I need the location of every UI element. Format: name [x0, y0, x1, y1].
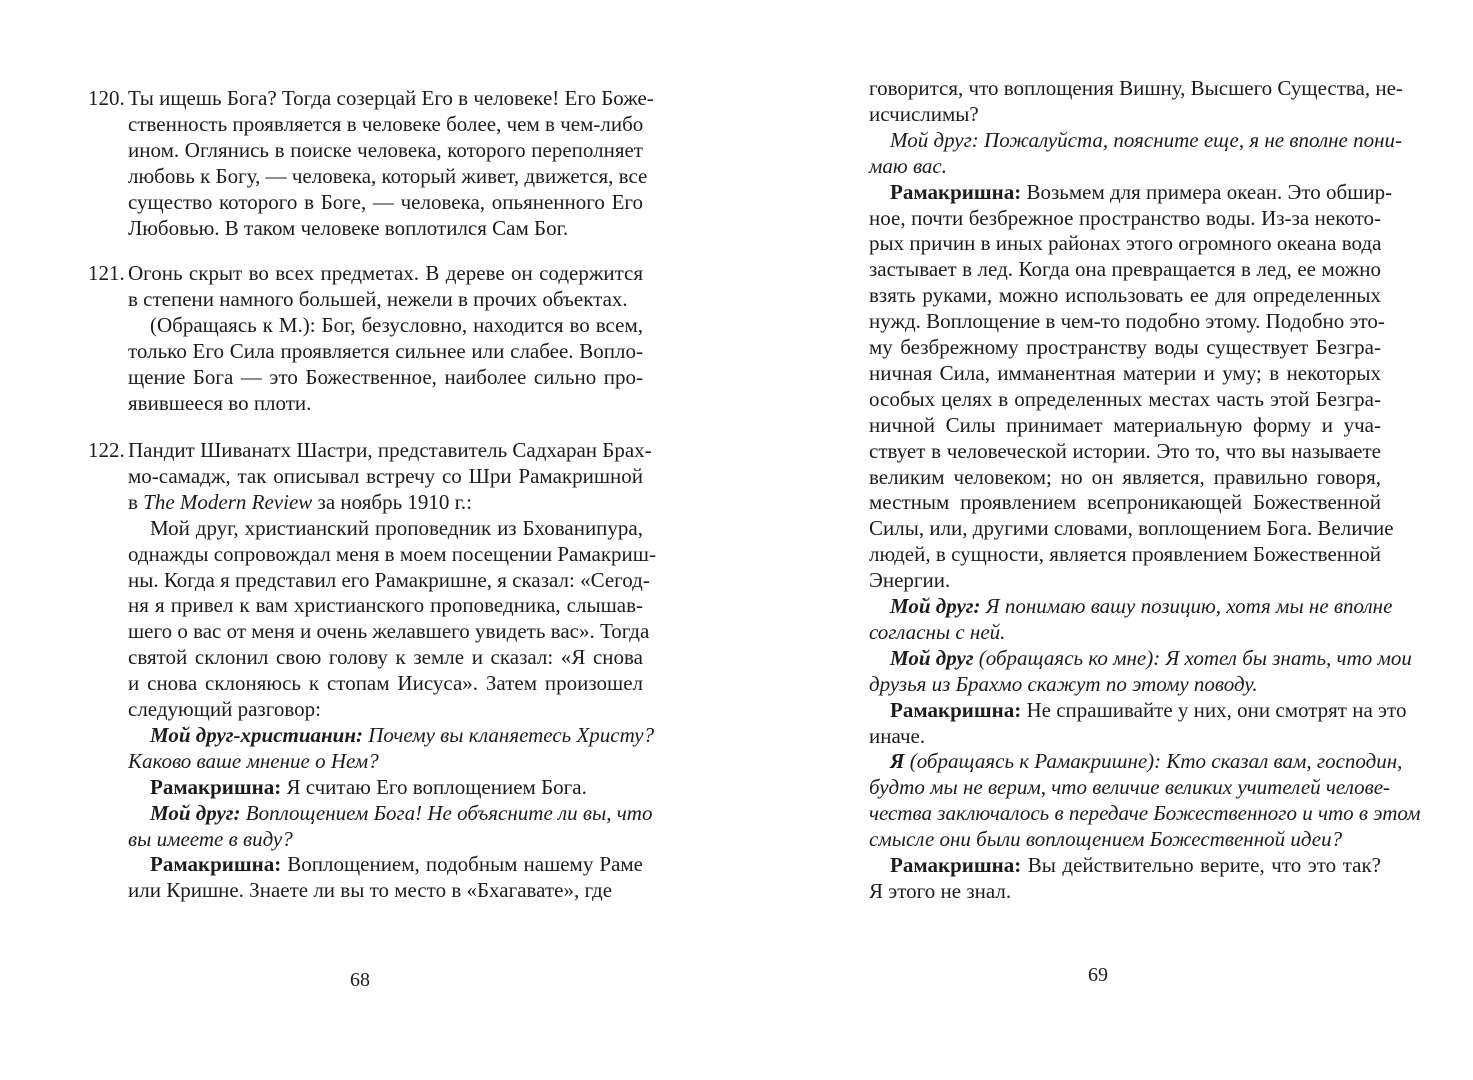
text-line — [869, 489, 1381, 515]
text-line — [869, 360, 1381, 386]
text-run: ня я привел к вам христианского проповедника, слышав- — [128, 593, 643, 618]
text-run: людей, в сущности, является проявлением Божественной — [869, 542, 1381, 567]
text-run: ственность проявляется в человеке более, чем в чем-либо — [128, 111, 644, 136]
text-run: за ноябрь 1910 г.: — [312, 489, 473, 514]
left-page — [0, 0, 736, 1080]
right-page — [736, 0, 1473, 1080]
page-number: 69 — [1088, 964, 1108, 986]
text-run: Огонь скрыт во всех предметах. В дереве он содержится — [128, 261, 643, 285]
text-line — [128, 489, 643, 515]
text-line — [128, 541, 656, 567]
text-line — [128, 696, 643, 722]
text-run: существо которого в Боге, — человека, опьяненного Его — [128, 189, 643, 214]
text-line — [128, 163, 648, 189]
speaker-label: Мой друг — [890, 645, 974, 670]
text-line — [869, 205, 1381, 231]
text-run: нужд. Воплощение в чем-то подобно этому. Подобно это- — [869, 309, 1385, 334]
text-run: особых целях в определенных местах часть этой Безгра- — [869, 386, 1381, 411]
text-run: Ты ищешь Бога? Тогда созерцай Его в человеке! Его Боже- — [128, 86, 654, 110]
speaker-label: Рамакришна: — [890, 853, 1022, 877]
text-line — [890, 697, 1407, 723]
text-run: Воплощением Бога! Не объясните ли вы, что — [240, 800, 653, 825]
paragraph-number: 121. — [88, 261, 125, 285]
text-line — [128, 670, 643, 696]
text-run: щение Бога — это Божественное, наиболее сильно про- — [128, 364, 643, 389]
text-run: вы имеете в виду? — [128, 826, 293, 851]
text-line — [869, 671, 1381, 697]
page-number: 68 — [350, 969, 370, 991]
text-line — [128, 644, 643, 670]
text-run: друзья из Брахмо скажут по этому поводу. — [869, 671, 1258, 696]
text-run: Вы действительно верите, что это так? — [1021, 853, 1381, 877]
text-line — [869, 541, 1381, 567]
text-line — [150, 800, 653, 826]
text-line — [128, 592, 643, 618]
text-line — [128, 826, 643, 852]
text-line — [869, 774, 1391, 800]
text-run: Я считаю Его воплощением Бога. — [281, 774, 587, 799]
text-line — [869, 386, 1381, 412]
text-line — [150, 722, 655, 748]
text-run: или Кришне. Знаете ли вы то место в «Бхагавате», где — [128, 878, 613, 903]
text-line — [128, 189, 643, 215]
text-line — [869, 101, 1381, 127]
text-line — [150, 515, 643, 541]
text-line — [869, 438, 1381, 464]
text-run: шего о вас от меня и очень желавшего увидеть вас». Тогда — [128, 619, 650, 644]
text-line — [890, 593, 1393, 619]
text-line — [869, 308, 1385, 334]
text-line — [869, 464, 1381, 490]
text-line — [128, 215, 643, 241]
text-run: Почему вы кланяетесь Христу? — [363, 722, 655, 747]
text-line — [128, 877, 643, 903]
text-run: застывает в лед. Когда она превращается в лед, ее можно — [869, 257, 1381, 282]
text-line — [128, 364, 643, 390]
speaker-label: Я — [890, 749, 905, 774]
text-run: ничной Силы принимает материальную форму и уча- — [869, 412, 1381, 437]
text-line — [128, 748, 643, 774]
text-run: Мой друг: Пожалуйста, поясните еще, я не вполне пони- — [890, 127, 1403, 152]
text-line — [128, 111, 643, 137]
text-run: ствует в человеческой истории. Это то, что вы называете — [869, 438, 1381, 463]
text-run: Энергии. — [869, 568, 951, 593]
text-line — [128, 338, 643, 364]
text-run: мо-самадж, так описывал встречу со Шри Рамакришной — [128, 463, 643, 488]
speaker-label: Рамакришна: — [890, 179, 1022, 204]
text-run: ничная Сила, имманентная материи и уму; в некоторых — [869, 360, 1381, 385]
text-line — [128, 437, 652, 463]
text-run: ны. Когда я представил его Рамакришне, я сказал: «Сегод- — [128, 567, 650, 592]
text-line — [890, 748, 1403, 774]
text-line — [869, 723, 1381, 749]
text-line — [128, 567, 650, 593]
speaker-label: Мой друг-христианин: — [150, 722, 364, 747]
text-line — [128, 286, 643, 312]
text-run: в степени намного большей, нежели в прочих объектах. — [128, 286, 628, 311]
speaker-label: Мой друг: — [890, 594, 981, 618]
text-line — [128, 463, 643, 489]
text-line — [869, 826, 1381, 852]
text-run: явившееся во плоти. — [128, 390, 312, 415]
text-run: и снова склоняюсь к стопам Иисуса». Затем произошел — [128, 671, 643, 696]
text-run: Я понимаю вашу позицию, хотя мы не вполне — [980, 594, 1393, 618]
text-run: любовь к Богу, — человека, который живет, движется, все — [128, 163, 648, 188]
text-run: Силы, или, другими словами, воплощением Бога. Величие — [869, 516, 1394, 541]
speaker-label: Рамакришна: — [890, 697, 1022, 722]
text-run: местным проявлением всепроникающей Божественной — [869, 490, 1381, 515]
text-line — [869, 334, 1381, 360]
text-run: рых причин в иных районах этого огромного океана вода — [869, 231, 1382, 256]
text-line — [869, 619, 1381, 645]
text-run: Не спрашивайте у них, они смотрят на это — [1021, 697, 1407, 722]
text-run: в — [128, 489, 144, 514]
text-run: The Modern Review — [143, 489, 313, 514]
text-run: Любовью. В таком человеке воплотился Сам Бог. — [128, 215, 569, 240]
text-run: однажды сопровождал меня в моем посещении Рамакриш- — [128, 541, 656, 566]
text-line — [128, 618, 650, 644]
text-line — [890, 852, 1381, 878]
text-run: Мой друг, христианский проповедник из Бхованипура, — [150, 515, 643, 540]
text-run: чества заключалось в передаче Божественного и что в этом — [869, 801, 1421, 826]
text-line — [890, 127, 1403, 153]
text-run: му безбрежному пространству воды существует Безгра- — [869, 335, 1381, 359]
text-run: великим человеком; но он является, правильно говоря, — [869, 464, 1381, 489]
text-line — [128, 137, 643, 163]
text-line — [869, 567, 1381, 593]
text-run: ное, почти безбрежное пространство воды. Из-за некото- — [869, 205, 1381, 230]
text-run: только Его Сила проявляется сильнее или слабее. Вопло- — [128, 338, 643, 363]
paragraph-number: 122. — [88, 438, 125, 462]
text-run: Я этого не знал. — [869, 878, 1012, 903]
text-run: Пандит Шиванатх Шастри, представитель Садхаран Брах- — [128, 438, 652, 462]
text-run: следующий разговор: — [128, 697, 321, 721]
text-run: святой склонил свою голову к земле и сказал: «Я снова — [128, 645, 643, 670]
text-run: Воплощением, подобным нашему Раме — [281, 852, 643, 877]
paragraph-number: 120. — [88, 86, 125, 110]
text-line — [869, 230, 1381, 256]
text-line — [128, 390, 643, 416]
text-line — [150, 851, 643, 877]
text-line — [869, 282, 1381, 308]
text-run: (Обращаясь к М.): Бог, безусловно, находится во всем, — [150, 312, 643, 337]
text-line — [869, 800, 1421, 826]
text-line — [150, 312, 643, 338]
text-line — [869, 153, 1381, 179]
speaker-label: Рамакришна: — [150, 774, 282, 799]
text-run: смысле они были воплощением Божественной идеи? — [869, 827, 1343, 852]
text-run: (обращаясь ко мне): Я хотел бы знать, что мои — [973, 645, 1412, 670]
text-run: Возьмем для примера океан. Это обшир- — [1021, 179, 1393, 204]
speaker-label: Рамакришна: — [150, 852, 282, 877]
text-line — [869, 515, 1394, 541]
text-line — [890, 645, 1412, 671]
text-line — [869, 75, 1403, 101]
text-run: маю вас. — [869, 153, 948, 178]
text-line — [128, 85, 654, 111]
text-run: взять руками, можно использовать ее для определенных — [869, 283, 1381, 308]
text-run: Каково ваше мнение о Нем? — [128, 748, 379, 773]
text-run: иначе. — [869, 723, 926, 748]
text-line — [890, 179, 1393, 205]
text-run: ином. Оглянись в поиске человека, которого переполняет — [128, 137, 643, 162]
text-line — [150, 774, 643, 800]
speaker-label: Мой друг: — [150, 800, 241, 825]
text-line — [869, 412, 1381, 438]
text-run: будто мы не верим, что величие великих учителей челове- — [869, 775, 1391, 800]
text-line — [869, 878, 1381, 904]
text-run: исчислимы? — [869, 101, 979, 126]
text-run: (обращаясь к Рамакришне): Кто сказал вам, господин, — [904, 749, 1403, 774]
text-line — [869, 256, 1381, 282]
text-line — [128, 260, 643, 286]
text-run: говорится, что воплощения Вишну, Высшего Существа, не- — [869, 76, 1403, 100]
text-run: согласны с ней. — [869, 619, 1006, 644]
